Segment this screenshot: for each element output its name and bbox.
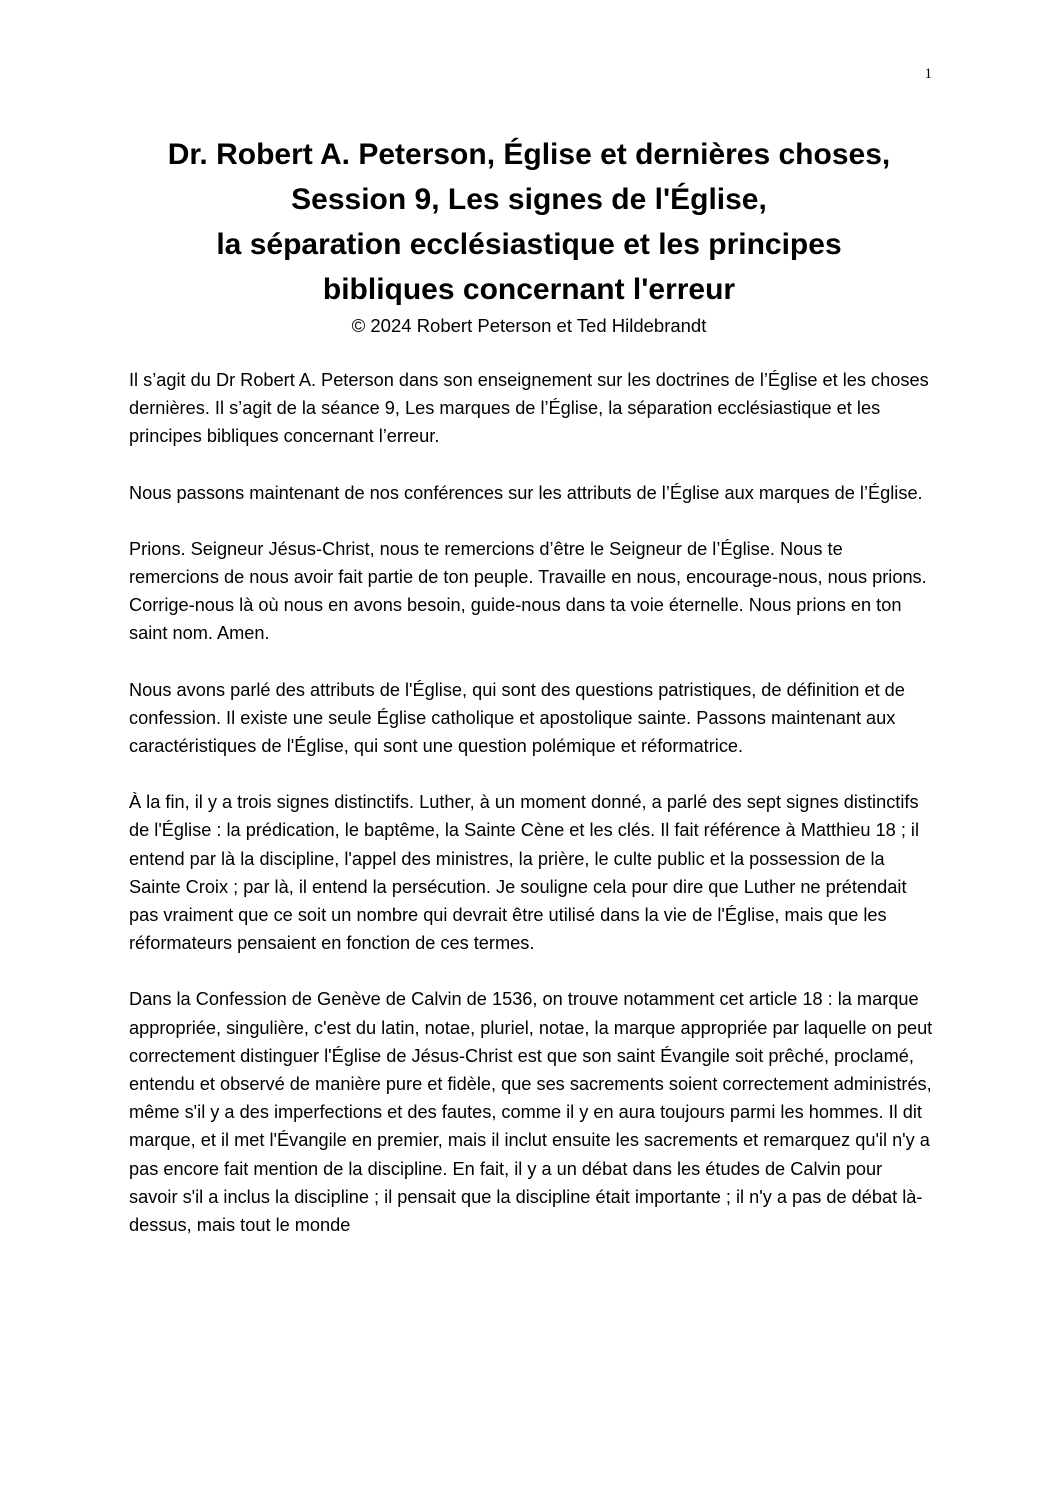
paragraph-luther: À la fin, il y a trois signes distinctifs. Luther, à un moment donné, a parlé des sept signes distinctifs de l'Église : la prédication, le baptême, la Sainte Cène et les clés. Il fait référence à Matthieu 18 ; il entend par là la discipline, l'appel des ministres, la prière, le culte public et la possession de la Sainte Croix ; par là, il entend la persécution. Je souligne cela pour dire que Luther ne prétendait pas vraiment que ce soit un nombre qui devrait être utilisé dans la vie de l'Église, mais que les réformateurs pensaient en fonction de ces termes. [129, 792, 920, 954]
title-line-4: bibliques concernant l'erreur [322, 273, 736, 306]
document-body [129, 366, 935, 1267]
page-number: 1 [924, 66, 932, 82]
title-line-1: Dr. Robert A. Peterson, Église et dernières choses, [167, 138, 891, 171]
copyright-line: © 2024 Robert Peterson et Ted Hildebrandt [351, 315, 707, 336]
document-header [100, 132, 958, 339]
paragraph-transition: Nous passons maintenant de nos conférences sur les attributs de l’Église aux marques de l’Église. [129, 482, 923, 503]
paragraph-prayer: Prions. Seigneur Jésus-Christ, nous te remercions d’être le Seigneur de l’Église. Nous te remercions de nous avoir fait partie de ton peuple. Travaille en nous, encourage-nous, nous prions. Corrige-nous là où nous en avons besoin, guide-nous dans ta voie éternelle. Nous prions en ton saint nom. Amen. [129, 538, 927, 644]
paragraph-attributes: Nous avons parlé des attributs de l'Église, qui sont des questions patristiques, de définition et de confession. Il existe une seule Église catholique et apostolique sainte. Passons maintenant aux caractéristiques de l'Église, qui sont une question polémique et réformatrice. [129, 679, 905, 757]
paragraph-calvin: Dans la Confession de Genève de Calvin de 1536, on trouve notamment cet article 18 : la marque appropriée, singulière, c'est du latin, notae, pluriel, notae, la marque appropriée par laquelle on peut correctement distinguer l'Église de Jésus-Christ est que son saint Évangile soit prêché, proclamé, entendu et observé de manière pure et fidèle, que ses sacrements soient correctement administrés, même s'il y a des imperfections et des fautes, comme il y en aura toujours parmi les hommes. Il dit marque, et il met l'Évangile en premier, mais il inclut ensuite les sacrements et remarquez qu'il n'y a pas encore fait mention de la discipline. En fait, il y a un débat dans les études de Calvin pour savoir s'il a inclus la discipline ; il pensait que la discipline était importante ; il n'y a pas de débat là-dessus, mais tout le monde [129, 989, 933, 1236]
title-line-3: la séparation ecclésiastique et les principes [216, 228, 842, 261]
paragraph-intro: Il s’agit du Dr Robert A. Peterson dans son enseignement sur les doctrines de l’Église et les choses dernières. Il s’agit de la séance 9, Les marques de l’Église, la séparation ecclésiastique et les principes bibliques concernant l’erreur. [129, 370, 929, 447]
title-line-2: Session 9, Les signes de l'Église, [291, 183, 767, 216]
